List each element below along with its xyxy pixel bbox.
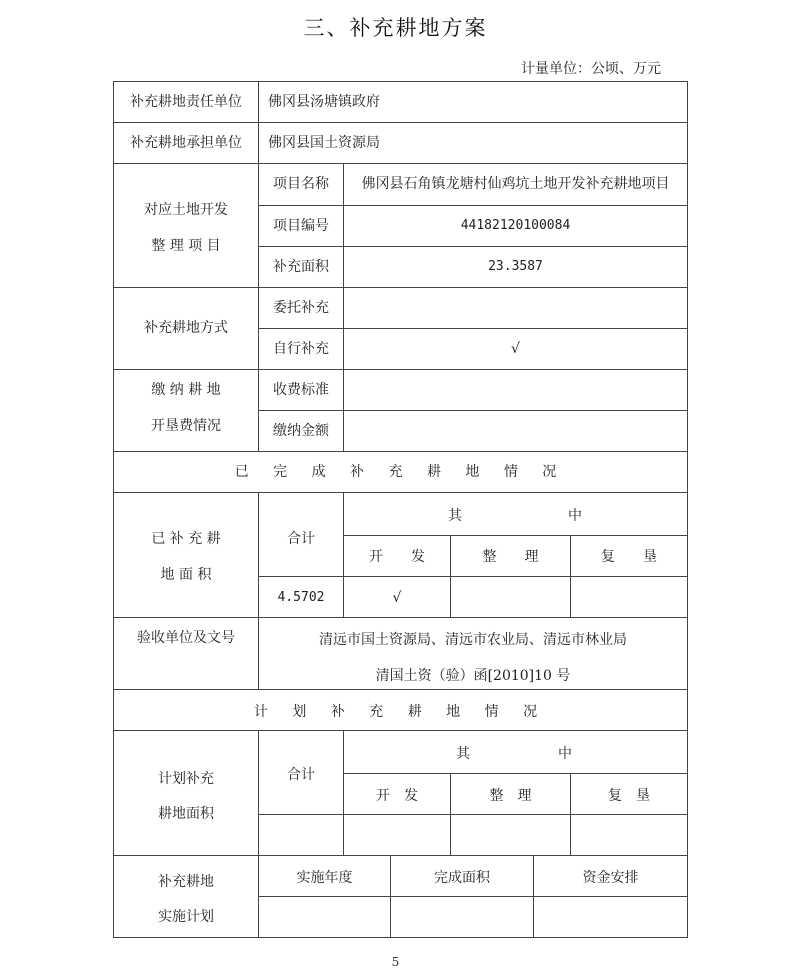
completed-total-label: 合计: [287, 531, 315, 547]
project-name-value: 佛冈县石角镇龙塘村仙鸡坑土地开发补充耕地项目: [361, 176, 670, 192]
planned-section-title: 计 划 补 充 耕 地 情 况: [253, 704, 548, 720]
planned-total-label: 合计: [287, 767, 315, 783]
planned-label-line2: 耕地面积: [158, 806, 214, 822]
acceptance-line2: 清国土资（验）函[2010]10 号: [375, 668, 571, 684]
completed-among-right: 中: [568, 508, 582, 524]
completed-among-left: 其: [448, 508, 462, 524]
self-label: 自行补充: [273, 341, 329, 357]
undertake-value: 佛冈县国土资源局: [268, 135, 380, 151]
implementation-label-line2: 实施计划: [158, 909, 214, 925]
completed-section-title: 已 完 成 补 充 耕 地 情 况: [234, 464, 567, 480]
completed-label-line2: 地 面 积: [160, 567, 212, 583]
acceptance-label: 验收单位及文号: [137, 630, 235, 646]
fee-label-line1: 缴 纳 耕 地: [151, 382, 221, 398]
implementation-year-label: 实施年度: [296, 870, 353, 886]
completed-develop-label: 开 发: [369, 549, 425, 565]
self-value: √: [511, 341, 520, 357]
project-area-label: 补充面积: [273, 259, 329, 275]
completed-arrange-label: 整 理: [482, 549, 539, 565]
fee-label-line2: 开垦费情况: [151, 418, 221, 434]
planned-arrange-label: 整 理: [489, 788, 532, 804]
page-number: 5: [391, 955, 400, 969]
project-label-line1: 对应土地开发: [144, 202, 228, 218]
fee-standard-label: 收费标准: [273, 382, 329, 398]
responsible-label: 补充耕地责任单位: [130, 94, 242, 110]
completed-reclaim-label: 复 垦: [601, 549, 657, 565]
planned-develop-label: 开 发: [376, 788, 418, 804]
entrust-label: 委托补充: [273, 300, 329, 316]
page-title: 三、补充耕地方案: [303, 16, 488, 40]
completed-develop-value: √: [392, 590, 402, 606]
unit-label: 计量单位：公顷、万元: [521, 61, 661, 77]
project-label-line2: 整 理 项 目: [151, 238, 221, 254]
acceptance-line1: 清远市国土资源局、清远市农业局、清远市林业局: [319, 632, 627, 648]
planned-among-right: 中: [558, 746, 572, 762]
completed-label-line1: 已 补 充 耕: [151, 531, 221, 547]
method-label: 补充耕地方式: [144, 320, 228, 336]
planned-label-line1: 计划补充: [158, 771, 214, 787]
project-code-label: 项目编号: [273, 218, 329, 234]
completed-total-value: 4.5702: [277, 590, 325, 605]
implementation-area-label: 完成面积: [434, 870, 490, 886]
implementation-fund-label: 资金安排: [582, 870, 639, 886]
implementation-label-line1: 补充耕地: [158, 874, 214, 890]
project-area-value: 23.3587: [488, 259, 543, 274]
planned-among-left: 其: [456, 746, 470, 762]
undertake-label: 补充耕地承担单位: [130, 135, 242, 151]
planned-reclaim-label: 复 垦: [608, 788, 650, 804]
project-name-label: 项目名称: [273, 176, 329, 192]
fee-amount-label: 缴纳金额: [273, 423, 329, 439]
project-code-value: 44182120100084: [460, 218, 571, 233]
responsible-value: 佛冈县汤塘镇政府: [268, 94, 380, 110]
